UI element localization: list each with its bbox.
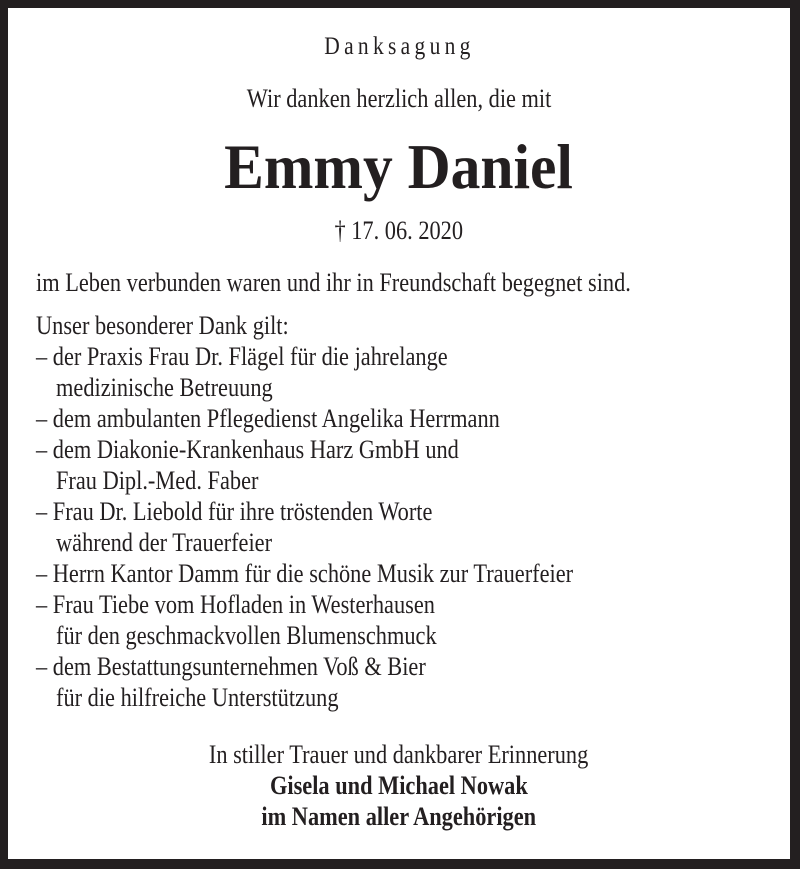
closing-line [8,740,790,770]
signers [8,771,790,801]
list-item [36,590,500,620]
list-item-continuation [56,373,308,403]
signers-note-text: im Namen aller Angehörigen [261,802,537,831]
thanks-header-text: Unser besonderer Dank gilt: [36,311,289,340]
list-item [36,404,575,434]
list-item-continuation [56,621,499,651]
list-item-continuation [56,528,307,558]
heading-text: Danksagung [323,33,475,60]
signers-text: Gisela und Michael Nowak [270,771,528,800]
list-item-continuation [56,466,291,496]
deceased-name [8,132,790,202]
death-date [8,216,790,246]
dash: – [36,342,48,371]
dash: – [36,590,48,619]
list-item-continuation [56,683,385,713]
intro-line [8,84,790,114]
list-item-text: für die hilfreiche Unterstützung [56,683,339,712]
list-item [36,342,515,372]
dash: – [36,404,48,433]
list-item [36,652,489,682]
list-item-text: dem ambulanten Pflegedienst Angelika Herrmann [52,404,500,433]
dash: – [36,435,48,464]
list-item-text: Herrn Kantor Damm für die schöne Musik zur Trauerfeier [52,559,574,588]
thanks-header [36,311,330,341]
list-item-text: dem Bestattungsunternehmen Voß & Bier [52,652,426,681]
list-item-text: Frau Dipl.-Med. Faber [56,466,259,495]
intro-continued [36,268,728,298]
list-item-text: während der Trauerfeier [56,528,273,557]
list-item [36,497,497,527]
list-item [36,559,661,589]
dash: – [36,559,48,588]
closing-text: In stiller Trauer und dankbarer Erinnerung [209,740,589,769]
list-item [36,435,528,465]
heading [8,32,790,62]
death-date-text: † 17. 06. 2020 [334,216,464,245]
obituary-card [8,8,790,859]
dash: – [36,652,48,681]
intro-continued-text: im Leben verbunden waren und ihr in Freundschaft begegnet sind. [36,268,631,297]
list-item-text: Frau Dr. Liebold für ihre tröstenden Worte [52,497,433,526]
signers-note [8,802,790,832]
dash: – [36,497,48,526]
list-item-text: für den geschmackvollen Blumenschmuck [56,621,437,650]
deceased-name-text: Emmy Daniel [224,131,574,202]
list-item-text: dem Diakonie-Krankenhaus Harz GmbH und [52,435,459,464]
list-item-text: Frau Tiebe vom Hofladen in Westerhausen [52,590,435,619]
list-item-text: der Praxis Frau Dr. Flägel für die jahrelange [52,342,448,371]
intro-text: Wir danken herzlich allen, die mit [246,84,552,113]
list-item-text: medizinische Betreuung [56,373,273,402]
